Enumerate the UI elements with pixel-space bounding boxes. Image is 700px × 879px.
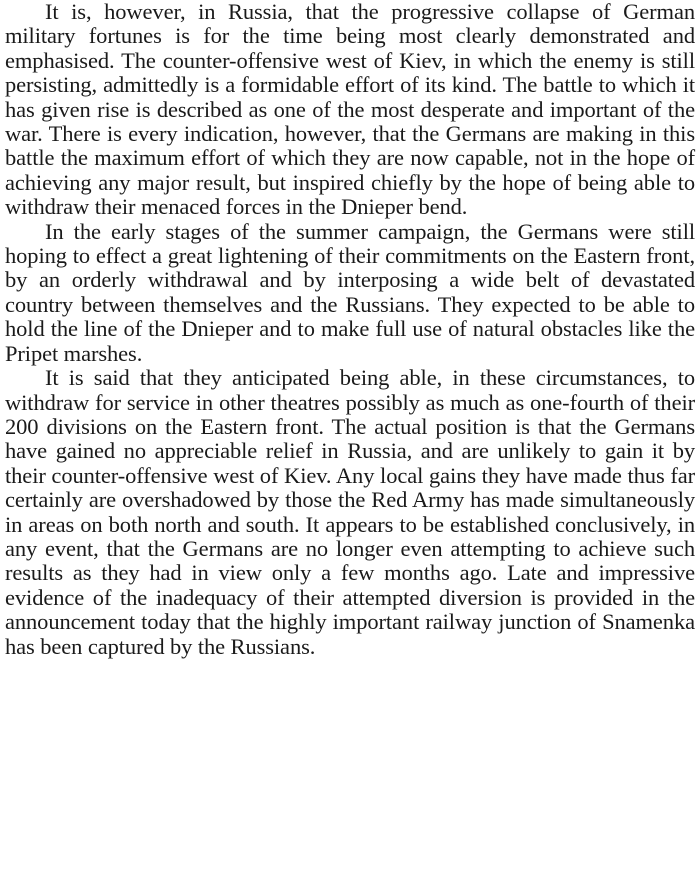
paragraph-eastern-front-position: It is said that they anticipated being able, in these circumstances, to withdraw for service in other theatres possibly as much as one-fourth of their 200 divisions on the Eastern front. The actual position is that the Germans have gained no appreciable relief in Russia, and are unlikely to gain it by their counter-offensive west of Kiev. Any local gains they have made thus far certainly are overshadowed by those the Red Army has made simultaneously in areas on both north and south. It appears to be established conclusively, in any event, that the Germans are no longer even attempting to achieve such results as they had in view only a few months ago. Late and impressive evidence of the inadequacy of their attempted diversion is provided in the announcement today that the highly important railway junction of Snamenka has been captured by the Russians. bbox=[5, 365, 695, 659]
paragraph-summer-campaign: In the early stages of the summer campaign, the Germans were still hoping to effect a great lightening of their commitments on the Eastern front, by an orderly withdrawal and by interposing a wide belt of devastated country between themselves and the Russians. They expected to be able to hold the line of the Dnieper and to make full use of natural obstacles like the Pripet marshes. bbox=[5, 218, 695, 366]
paragraph-russia-collapse: It is, however, in Russia, that the progressive collapse of German military fortunes is for the time being most clearly demonstrated and emphasised. The counter-offensive west of Kiev, in which the enemy is still persisting, admittedly is a formidable effort of its kind. The battle to which it has given rise is described as one of the most desperate and important of the war. There is every indication, however, that the Germans are making in this battle the maximum effort of which they are now capable, not in the hope of achieving any major result, but inspired chiefly by the hope of being able to withdraw their menaced forces in the Dnieper bend. bbox=[5, 0, 695, 220]
